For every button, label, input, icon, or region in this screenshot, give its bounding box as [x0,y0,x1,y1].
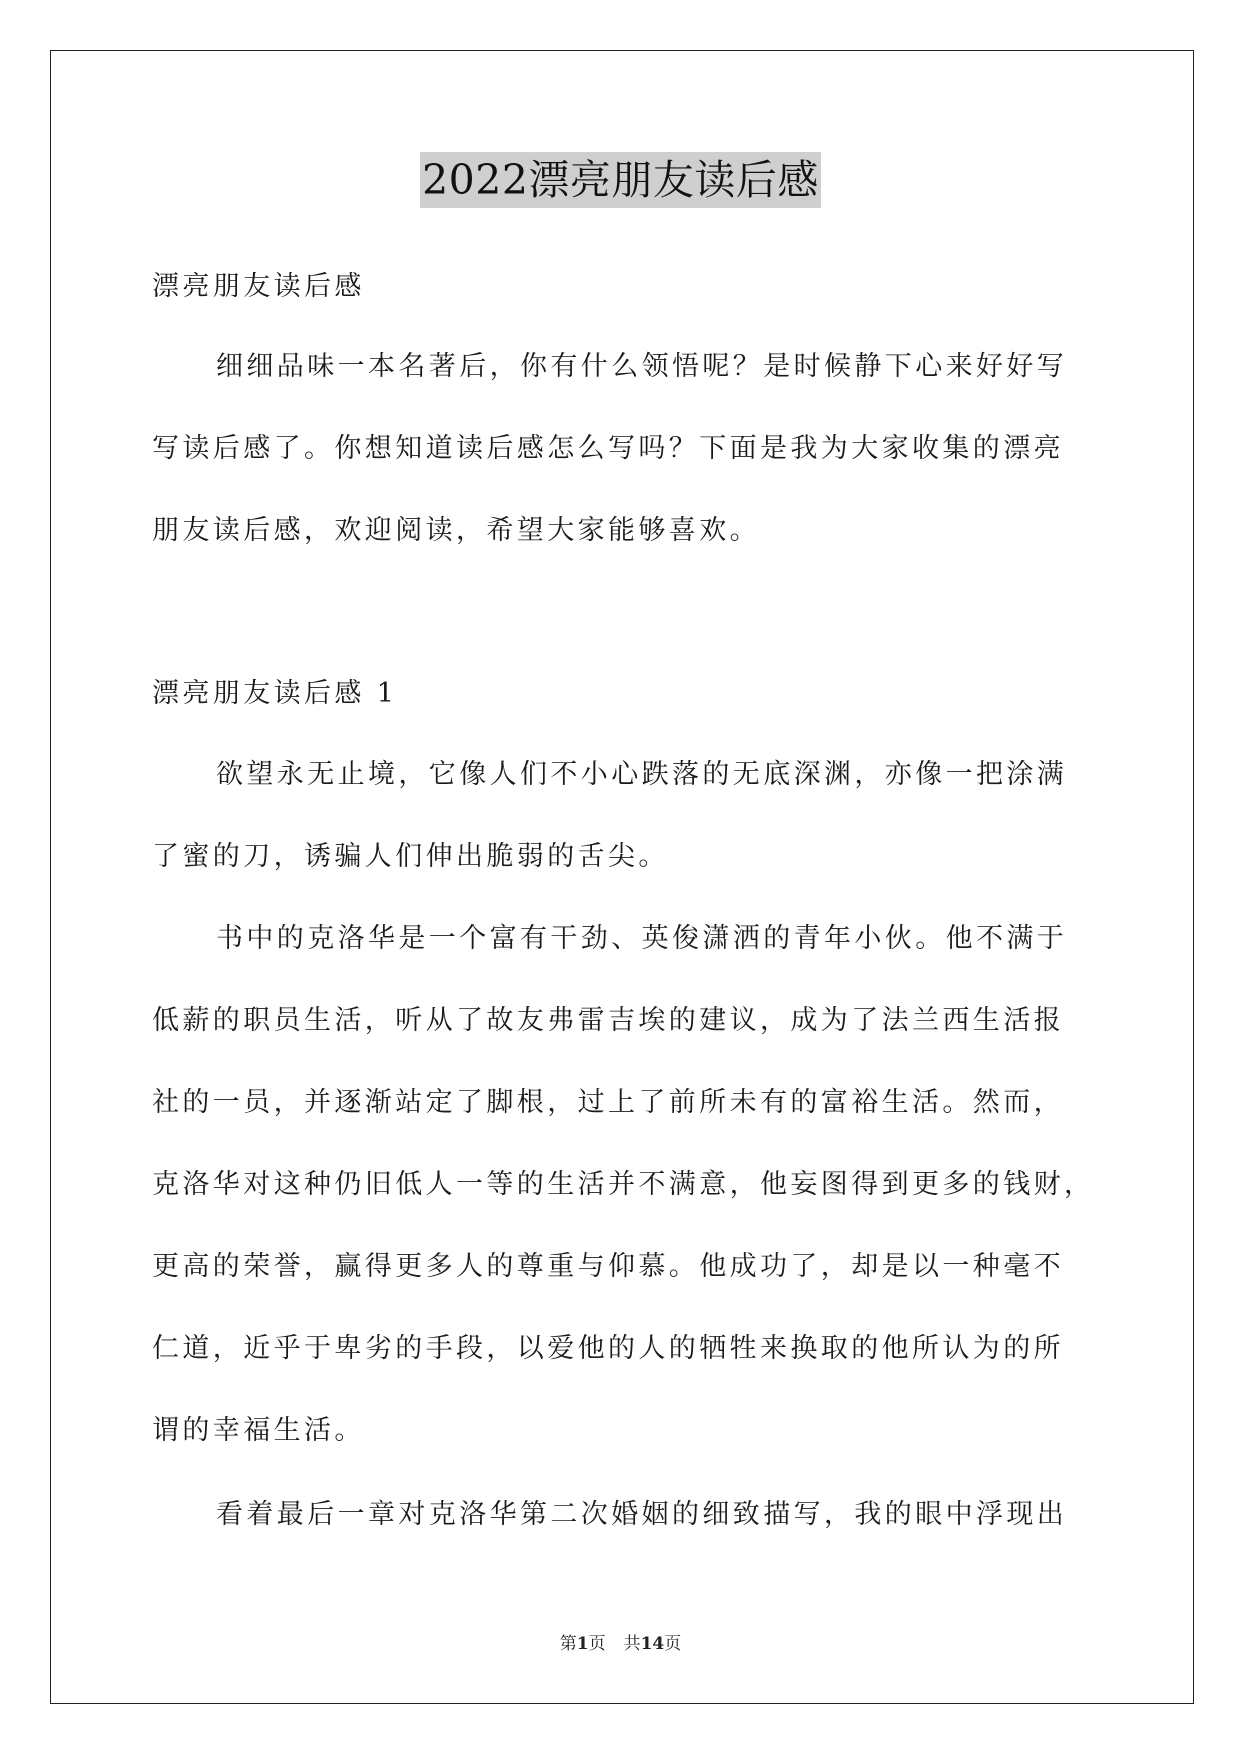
paragraph-line: 看着最后一章对克洛华第二次婚姻的细致描写，我的眼中浮现出 [216,1499,1068,1530]
total-prefix: 共 [623,1634,641,1654]
page-prefix: 第 [559,1634,577,1654]
paragraph-line: 低薪的职员生活，听从了故友弗雷吉埃的建议，成为了法兰西生活报 [152,1005,1064,1036]
paragraph-line: 克洛华对这种仍旧低人一等的生活并不满意，他妄图得到更多的钱财， [152,1169,1095,1200]
paragraph-line: 了蜜的刀，诱骗人们伸出脆弱的舌尖。 [152,841,669,872]
total-suffix: 页 [664,1634,682,1654]
paragraph-line: 仁道，近乎于卑劣的手段，以爱他的人的牺牲来换取的他所认为的所 [152,1333,1064,1364]
paragraph-line: 谓的幸福生活。 [152,1415,365,1446]
section-heading-block [152,653,1092,735]
paragraph-line: 书中的克洛华是一个富有干劲、英俊潇洒的青年小伙。他不满于 [216,923,1068,954]
paragraph-2 [152,898,1095,1472]
paragraph-line: 社的一员，并逐渐站定了脚根，过上了前所未有的富裕生活。然而， [152,1087,1064,1118]
subtitle-block [152,246,1092,328]
total-pages: 14 [640,1634,665,1654]
document-subtitle: 漂亮朋友读后感 [152,271,365,302]
paragraph-1 [152,734,1092,898]
page-footer [0,1632,1241,1656]
document-title: 2022漂亮朋友读后感 [420,152,821,208]
paragraph-3 [152,1474,1092,1556]
intro-line: 朋友读后感，欢迎阅读，希望大家能够喜欢。 [152,515,760,546]
intro-line: 写读后感了。你想知道读后感怎么写吗？下面是我为大家收集的漂亮 [152,433,1064,464]
paragraph-line: 更高的荣誉，赢得更多人的尊重与仰慕。他成功了，却是以一种毫不 [152,1251,1064,1282]
section-heading: 漂亮朋友读后感 1 [152,678,398,709]
paragraph-line: 欲望永无止境，它像人们不小心跌落的无底深渊，亦像一把涂满 [216,759,1068,790]
title-container [0,152,1241,208]
page-suffix: 页 [588,1634,606,1654]
intro-paragraph [152,326,1092,572]
page-number: 1 [576,1634,589,1654]
intro-line: 细细品味一本名著后，你有什么领悟呢？是时候静下心来好好写 [216,351,1068,382]
